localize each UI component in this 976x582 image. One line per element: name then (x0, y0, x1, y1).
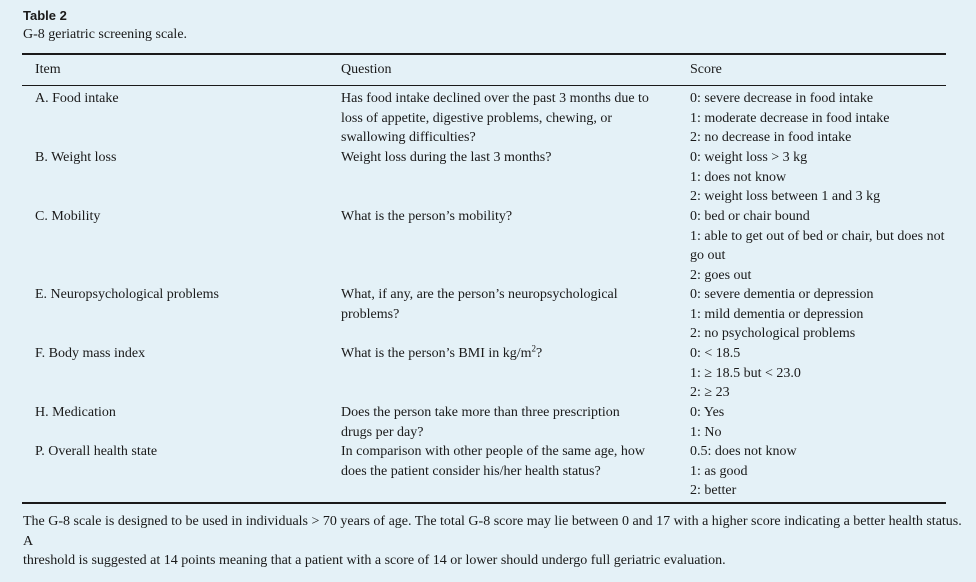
score-cell (690, 403, 724, 442)
question-cell (341, 285, 618, 324)
question-cell (341, 403, 620, 442)
table-label: Table 2 (23, 8, 67, 23)
score-option: 1: mild dementia or depression (690, 306, 864, 322)
question-line: does the patient consider his/her health status? (341, 463, 601, 479)
column-header-score: Score (690, 62, 722, 77)
question-line: What, if any, are the person’s neuropsychological (341, 287, 618, 302)
table-bottom-rule (22, 502, 946, 504)
column-header-item: Item (35, 62, 61, 77)
score-option: 1: No (690, 424, 722, 440)
score-option: go out (690, 248, 726, 263)
item-cell: B. Weight loss (35, 150, 117, 165)
score-option: 0: weight loss > 3 kg (690, 150, 808, 165)
question-line (341, 344, 542, 364)
score-option: 0: Yes (690, 405, 725, 420)
item-cell: P. Overall health state (35, 444, 158, 459)
score-option: 2: better (690, 483, 737, 498)
question-line: Does the person take more than three prescription (341, 405, 620, 420)
table-caption: G-8 geriatric screening scale. (23, 27, 188, 42)
score-option: 1: able to get out of bed or chair, but does not (690, 228, 945, 244)
score-option: 1: ≥ 18.5 but < 23.0 (690, 365, 801, 381)
question-line: In comparison with other people of the same age, how (341, 444, 646, 459)
question-line: Weight loss during the last 3 months? (341, 150, 552, 165)
score-option: 2: ≥ 23 (690, 385, 730, 400)
question-cell (341, 148, 551, 168)
score-option: 2: weight loss between 1 and 3 kg (690, 189, 881, 204)
question-cell (341, 442, 645, 481)
item-cell: F. Body mass index (35, 346, 146, 361)
table-header-rule (22, 85, 946, 86)
score-option: 2: no decrease in food intake (690, 130, 852, 145)
score-cell (690, 442, 797, 501)
score-option: 1: moderate decrease in food intake (690, 110, 890, 126)
question-tail: ? (536, 346, 543, 361)
question-line: Has food intake declined over the past 3 months due to (341, 91, 649, 106)
score-option: 0.5: does not know (690, 444, 797, 459)
score-option: 0: severe dementia or depression (690, 287, 874, 302)
question-cell (341, 89, 649, 148)
question-cell (341, 344, 542, 364)
score-cell (690, 89, 889, 148)
question-line: swallowing difficulties? (341, 130, 476, 145)
question-line: loss of appetite, digestive problems, chewing, or (341, 110, 612, 126)
question-text: What is the person’s BMI in kg/m (341, 346, 532, 361)
score-cell (690, 207, 945, 285)
score-option: 0: severe decrease in food intake (690, 91, 874, 106)
score-cell (690, 148, 880, 207)
score-cell (690, 344, 801, 403)
superscript: 2 (531, 343, 537, 354)
question-line: drugs per day? (341, 424, 424, 440)
score-option: 0: bed or chair bound (690, 209, 810, 224)
footnote-line: threshold is suggested at 14 points meaning that a patient with a score of 14 or lower should undergo full geriatric evaluation. (23, 553, 726, 568)
item-cell: A. Food intake (35, 91, 119, 106)
item-cell: C. Mobility (35, 209, 101, 224)
question-cell (341, 207, 512, 227)
footnote-line: The G-8 scale is designed to be used in individuals > 70 years of age. The total G-8 score may lie between 0 and 17 with a higher score indicating a better health status. A (23, 514, 962, 549)
score-option: 1: does not know (690, 169, 787, 185)
score-option: 2: no psychological problems (690, 326, 856, 341)
question-line: problems? (341, 306, 400, 322)
score-option: 1: as good (690, 463, 748, 479)
score-option: 0: < 18.5 (690, 346, 741, 361)
item-cell: E. Neuropsychological problems (35, 287, 219, 302)
item-cell: H. Medication (35, 405, 116, 420)
table-top-rule (22, 53, 946, 55)
score-cell (690, 285, 874, 344)
column-header-question: Question (341, 62, 392, 77)
question-line: What is the person’s mobility? (341, 209, 513, 224)
table-footnote (23, 512, 963, 571)
score-option: 2: goes out (690, 267, 752, 283)
